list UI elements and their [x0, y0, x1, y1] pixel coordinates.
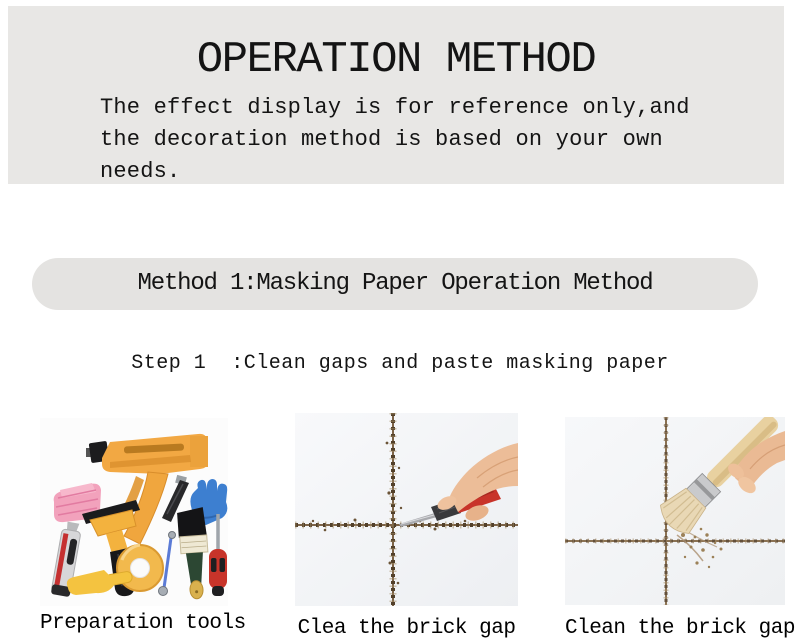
- clean-gap-knife-photo: [295, 413, 518, 606]
- page-title: OPERATION METHOD: [196, 35, 596, 85]
- subtitle-line: The effect display is for reference only,and: [100, 95, 690, 120]
- figure-caption: Clea the brick gap: [297, 617, 516, 640]
- figure-caption: Preparation tools: [40, 612, 246, 635]
- step-heading: Step 1 :Clean gaps and paste masking paper: [131, 352, 669, 375]
- header-block: [8, 6, 784, 184]
- figure-clean-gap-knife: [295, 413, 518, 640]
- preparation-tools-photo: [40, 418, 228, 606]
- method-banner: Method 1:Masking Paper Operation Method: [32, 258, 758, 310]
- subtitle: [100, 92, 784, 188]
- subtitle-line: needs.: [100, 159, 181, 184]
- figure-caption: Clean the brick gap: [565, 617, 795, 640]
- clean-gap-brush-photo: [565, 417, 785, 605]
- tape-roll-icon: [117, 545, 163, 591]
- figure-clean-gap-brush: [565, 417, 795, 640]
- figure-preparation-tools: [40, 418, 246, 635]
- subtitle-line: the decoration method is based on your own: [100, 127, 663, 152]
